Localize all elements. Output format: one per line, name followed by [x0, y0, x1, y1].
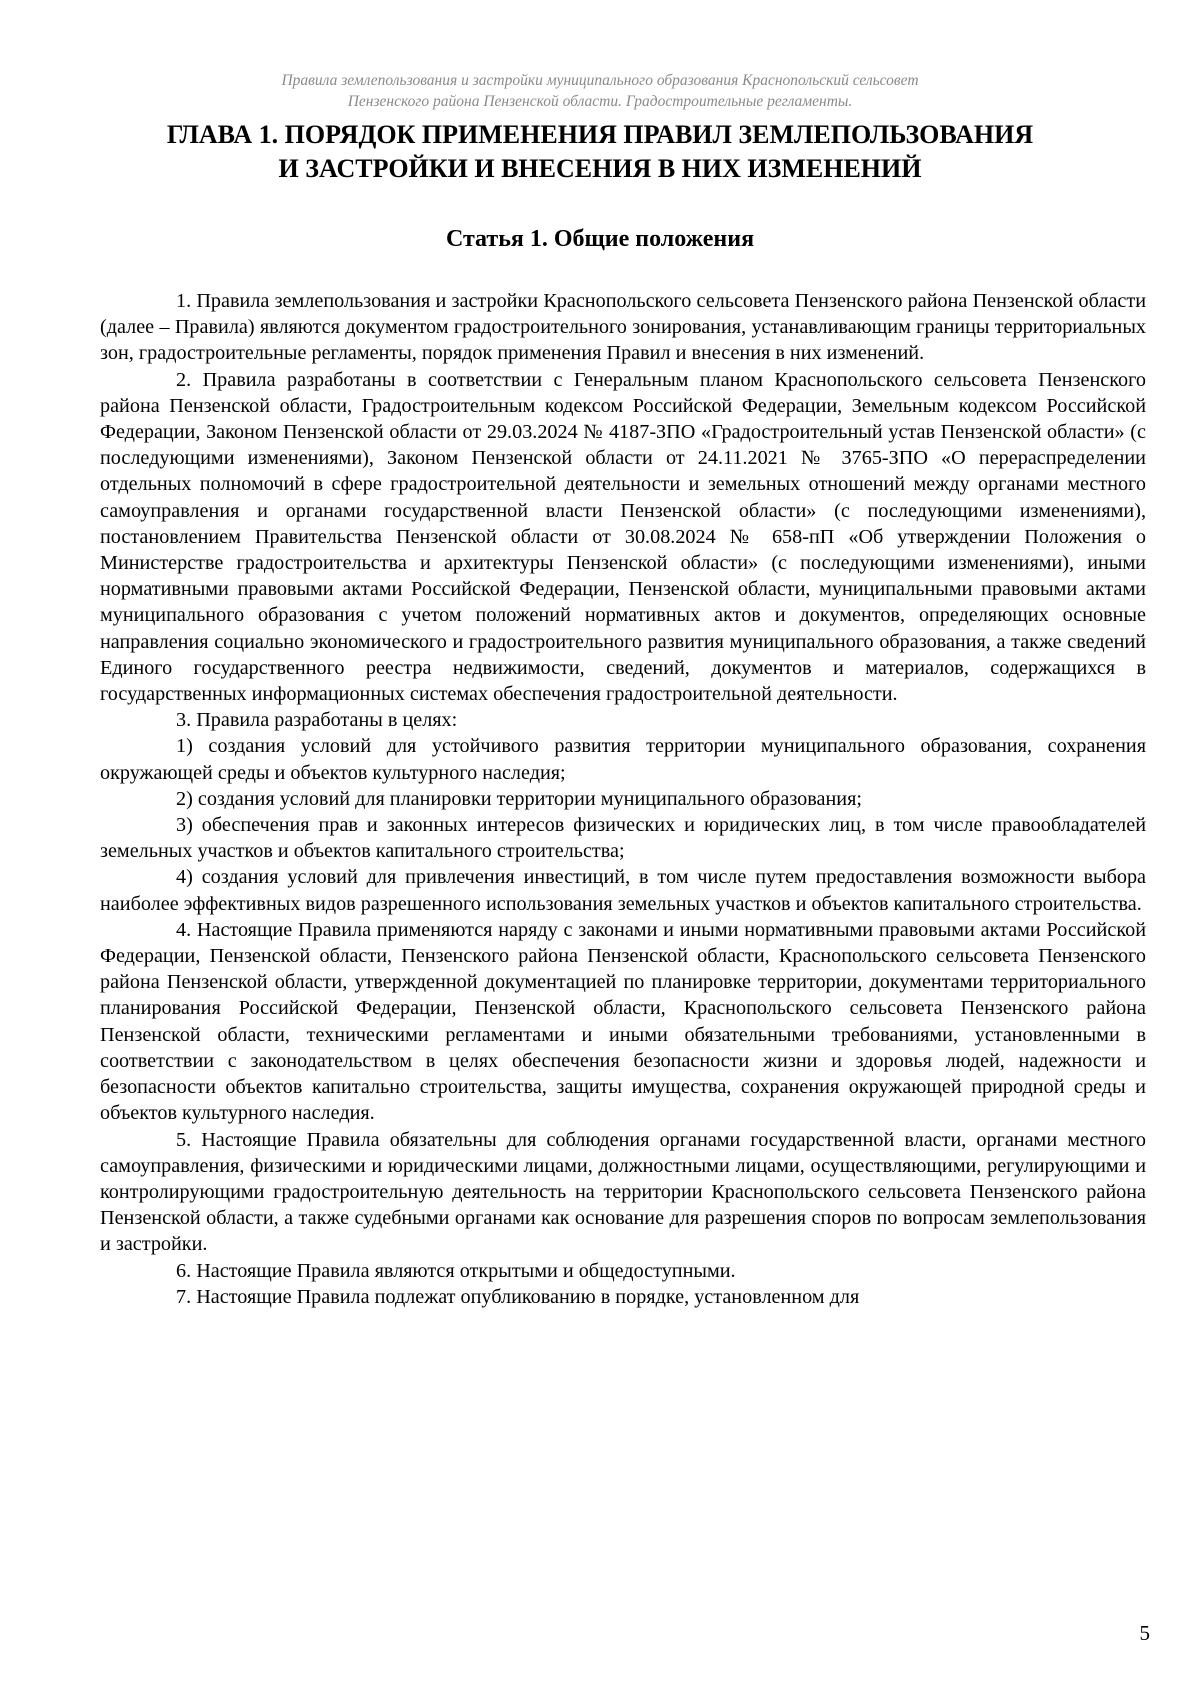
chapter-title-line-2: И ЗАСТРОЙКИ И ВНЕСЕНИЯ В НИХ ИЗМЕНЕНИЙ — [278, 154, 922, 183]
paragraph-6: 6. Настоящие Правила являются открытыми и общедоступными. — [176, 1259, 736, 1282]
paragraph-4: 4. Настоящие Правила применяются наряду с законами и иными нормативными правовыми актами Российской Федерации, Пензенской области, Пензенского района Пензенской области, Краснопольского сельсовета Пензенского района Пензенской области, утвержденной документацией по планировке территории, документами территориального планирования Российской Федерации, Пензенской области, Краснопольского сельсовета Пензенского района Пензенской области, техническими регламентами и иными обязательными требованиями, установленными в соответствии с законодательством в целях обеспечения безопасности жизни и здоровья людей, надежности и безопасности объектов капитально строительства, защиты имущества, сохранения окружающей природной среды и объектов культурного наследия. — [100, 918, 1146, 1125]
paragraph-2: 2. Правила разработаны в соответствии с Генеральным планом Краснопольского сельсовета Пензенского района Пензенской области, Градостроительным кодексом Российской Федерации, Земельным кодексом Российской Федерации, Законом Пензенской области от 29.03.2024 № 4187-ЗПО «Градостроительный устав Пензенской области» (с последующими изменениями), Законом Пензенской области от 24.11.2021 № 3765-ЗПО «О перераспределении отдельных полномочий в сфере градостроительной деятельности и земельных отношений между органами местного самоуправления и органами государственной власти Пензенской области» (с последующими изменениями), постановлением Правительства Пензенской области от 30.08.2024 № 658-пП «Об утверждении Положения о Министерстве градостроительства и архитектуры Пензенской области» (с последующими изменениями), иными нормативными правовыми актами Российской Федерации, Пензенской области, муниципальными правовыми актами муниципального образования с учетом положений нормативных актов и документов, определяющих основные направления социально экономического и градостроительного развития муниципального образования, а также сведений Единого государственного реестра недвижимости, сведений, документов и материалов, содержащихся в государственных информационных системах обеспечения градостроительной деятельности. — [100, 368, 1146, 706]
chapter-title — [100, 118, 1100, 186]
article-body — [100, 288, 1146, 1310]
list-item-3-2: 2) создания условий для планировки территории муниципального образования; — [176, 787, 862, 810]
article-title: Статья 1. Общие положения — [445, 226, 755, 252]
paragraph-1: 1. Правила землепользования и застройки Краснопольского сельсовета Пензенского района Пензенской области (далее – Правила) являются документом градостроительного зонирования, устанавливающим границы территориальных зон, градостроительные регламенты, порядок применения Правил и внесения в них изменений. — [100, 290, 1146, 365]
list-item-3-3: 3) обеспечения прав и законных интересов физических и юридических лиц, в том числе правообладателей земельных участков и объектов капитального строительства; — [100, 814, 1146, 863]
running-header-line-2: Пензенского района Пензенской области. Градостроительные регламенты. — [347, 93, 853, 110]
list-item-3-1: 1) создания условий для устойчивого развития территории муниципального образования, сохранения окружающей среды и объектов культурного наследия; — [100, 735, 1146, 784]
paragraph-3: 3. Правила разработаны в целях: — [176, 709, 458, 732]
page-number: 5 — [1139, 1621, 1150, 1645]
paragraph-7: 7. Настоящие Правила подлежат опубликованию в порядке, установленном для — [176, 1285, 860, 1308]
paragraph-5: 5. Настоящие Правила обязательны для соблюдения органами государственной власти, органами местного самоуправления, физическими и юридическими лицами, должностными лицами, осуществляющими, регулирующими и контролирующими градостроительную деятельность на территории Краснопольского сельсовета Пензенского района Пензенской области, а также судебными органами как основание для разрешения споров по вопросам землепользования и застройки. — [100, 1128, 1146, 1256]
list-item-3-4: 4) создания условий для привлечения инвестиций, в том числе путем предоставления возможности выбора наиболее эффективных видов разрешенного использования земельных участков и объектов капитального строительства. — [100, 866, 1146, 915]
running-header — [150, 70, 1050, 112]
running-header-line-1: Правила землепользования и застройки муниципального образования Краснопольский сельсовет — [281, 72, 919, 89]
chapter-title-line-1: ГЛАВА 1. ПОРЯДОК ПРИМЕНЕНИЯ ПРАВИЛ ЗЕМЛЕПОЛЬЗОВАНИЯ — [166, 120, 1034, 149]
